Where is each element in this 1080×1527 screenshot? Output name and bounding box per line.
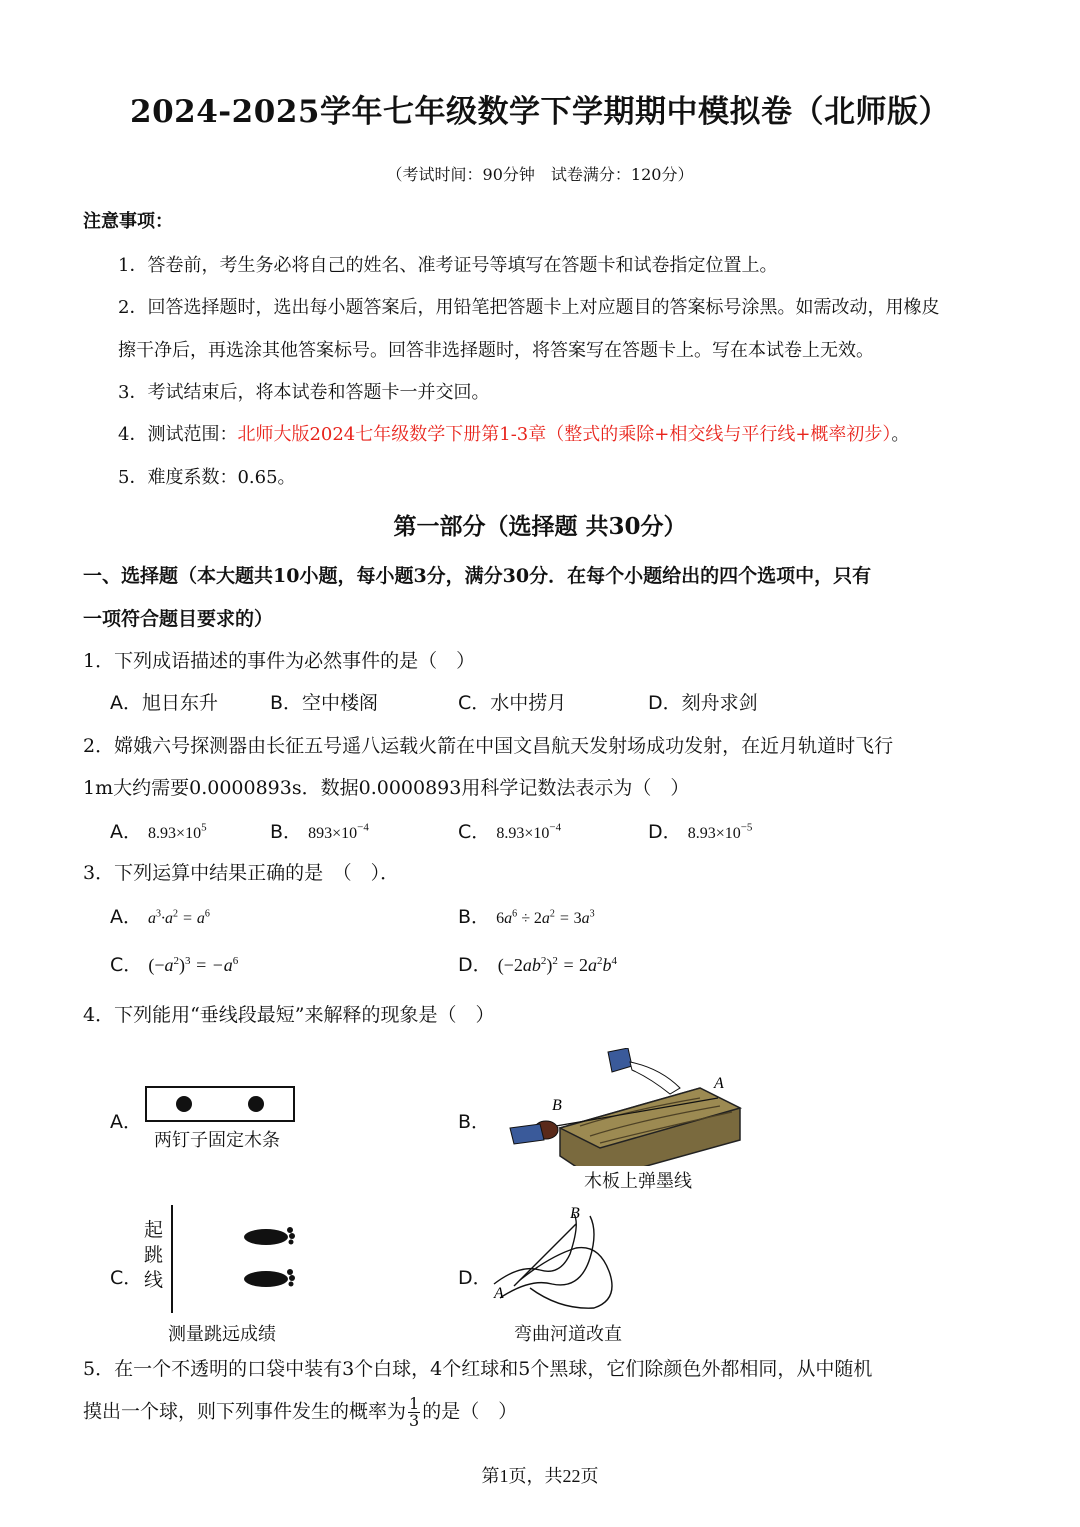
option-label: A． [110,821,142,843]
q3-option-b-formula: $6a^6 \div 2a^2 = 3a^3$ [496,908,595,927]
option-base: 8.93×10 [148,825,202,842]
page-title: 2024-2025学年七年级数学下学期期中模拟卷（北师版） [130,94,950,130]
option-label: C． [458,692,491,714]
wooden-strip [146,1087,294,1121]
option-label: D． [648,821,682,843]
option-text: 旭日东升 [142,692,219,714]
option-label: D． [648,692,682,714]
option-label: A． [110,906,142,928]
q2-option-a[interactable] [110,817,207,844]
q3-option-b[interactable] [458,902,595,929]
q4-stem: 4．下列能用“垂线段最短”来解释的现象是（ ） [83,1004,495,1026]
jump-char-3: 线 [144,1269,164,1291]
option-exponent: −4 [549,821,562,834]
straightened-channel [514,1224,576,1286]
nail-1 [176,1096,192,1112]
q3-stem: 3．下列运算中结果正确的是 （ ）． [83,862,400,884]
note-4-scope: 北师大版2024七年级数学下册第1-3章（整式的乘除+相交线与平行线+概率初步） [237,424,892,445]
q3-option-a-formula: $a^3\cdot a^2 = a^6$ [148,908,210,927]
river-point-b: B [570,1205,580,1222]
q2-option-b[interactable] [270,817,369,844]
left-hand-sleeve [510,1124,544,1144]
river-bank-1 [494,1214,576,1284]
q5-stem-line2 [83,1396,517,1429]
option-label: B． [270,821,303,843]
jump-line-label [144,1218,163,1293]
note-1: 1．答卷前，考生务必将自己的姓名、准考证号等填写在答题卡和试卷指定位置上。 [118,255,778,276]
note-4-prefix: 4．测试范围： [118,424,238,445]
option-text: 空中楼阁 [302,692,379,714]
option-label: C． [458,821,491,843]
right-hand-sleeve [608,1048,632,1072]
option-label: D． [458,954,492,976]
long-jump-figure [168,1205,298,1315]
note-2-line1: 2．回答选择题时，选出每小题答案后，用铅笔把答题卡上对应题目的答案标号涂黑。如需改动，用橡皮 [118,297,940,318]
q1-option-d[interactable] [648,688,758,715]
q4-option-d-label[interactable]: D． [458,1267,492,1289]
q2-option-c[interactable] [458,817,561,844]
river-point-a: A [494,1285,504,1302]
q3-option-c-formula: $(-a^2)^3 = -a^6$ [148,955,239,975]
note-3: 3．考试结束后，将本试卷和答题卡一并交回。 [118,382,490,403]
q1-option-c[interactable] [458,688,566,715]
notes-heading: 注意事项： [83,211,173,232]
q5-prefix: 摸出一个球，则下列事件发生的概率为 [83,1400,407,1423]
option-text: 刻舟求剑 [681,692,758,714]
q1-option-a[interactable] [110,688,218,715]
jump-char-1: 起 [144,1219,164,1241]
q4-option-a-caption: 两钉子固定木条 [154,1130,280,1151]
option-base: 893×10 [308,825,358,842]
point-b-label: B [552,1097,562,1114]
q1-stem: 1．下列成语描述的事件为必然事件的是（ ） [83,650,476,672]
q4-option-d-caption: 弯曲河道改直 [514,1324,622,1345]
option-label: A． [110,692,142,714]
nails-board-figure [144,1085,298,1125]
fraction-numerator: 1 [409,1394,420,1413]
footprint-1 [244,1227,295,1245]
note-4-suffix: 。 [891,424,910,445]
option-text: 水中捞月 [490,692,567,714]
option-exponent: 5 [201,821,207,834]
option-label: C． [110,954,143,976]
option-exponent: −5 [740,821,753,834]
q2-stem-line1: 2．嫦娥六号探测器由长征五号遥八运载火箭在中国文昌航天发射场成功发射，在近月轨道时飞行 [83,735,894,757]
option-label: B． [270,692,303,714]
option-base: 8.93×10 [687,825,741,842]
note-2-line2: 擦干净后，再选涂其他答案标号。回答非选择题时，将答案写在答题卡上。写在本试卷上无效。 [118,340,874,361]
option-label: B． [458,906,491,928]
page-footer: 第1页，共22页 [481,1466,599,1486]
probability-fraction [408,1396,420,1429]
q4-option-c-caption: 测量跳远成绩 [168,1324,276,1345]
ink-line-board-figure [500,1048,750,1166]
right-hand [630,1062,680,1094]
note-4 [118,420,909,446]
note-5: 5．难度系数：0.65。 [118,467,296,488]
footprint-2 [244,1269,295,1287]
q4-option-b-label[interactable]: B． [458,1111,491,1133]
river-figure [490,1204,630,1316]
river-bank-3 [520,1248,612,1309]
q3-option-d-formula: $(-2ab^2)^2 = 2a^2b^4$ [497,955,617,975]
q2-stem-line2: 1m大约需要0.0000893s．数据0.0000893用科学记数法表示为（ ） [83,777,690,799]
nail-2 [248,1096,264,1112]
jump-char-2: 跳 [144,1244,164,1266]
part1-instructions-line2: 一项符合题目要求的） [83,608,274,630]
q3-option-a[interactable] [110,902,210,929]
fraction-denominator: 3 [409,1411,420,1430]
q5-suffix: 的是（ ） [422,1400,518,1423]
option-base: 8.93×10 [496,825,550,842]
point-a-label: A [714,1075,724,1092]
q4-option-b-caption: 木板上弹墨线 [584,1171,692,1192]
q3-option-d[interactable] [458,950,617,977]
q5-stem-line1: 5．在一个不透明的口袋中装有3个白球，4个红球和5个黑球，它们除颜色外都相同，从中随机 [83,1358,873,1380]
section-title: 第一部分（选择题 共30分） [393,513,687,540]
q4-option-a-label[interactable]: A． [110,1111,142,1133]
q4-option-c-label[interactable]: C． [110,1267,143,1289]
q2-option-d[interactable] [648,817,752,844]
part1-instructions-line1: 一、选择题（本大题共10小题，每小题3分，满分30分．在每个小题给出的四个选项中，只有 [83,565,872,587]
q1-option-b[interactable] [270,688,378,715]
option-exponent: −4 [357,821,369,834]
q3-option-c[interactable] [110,950,238,977]
exam-info: （考试时间：90分钟 试卷满分：120分） [386,165,694,184]
